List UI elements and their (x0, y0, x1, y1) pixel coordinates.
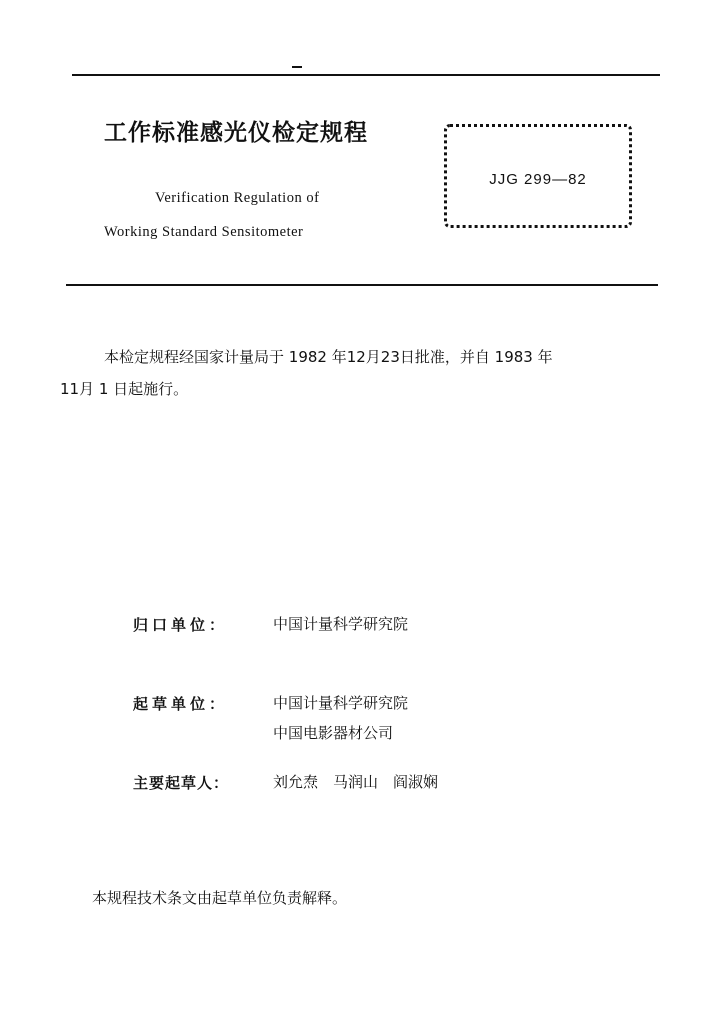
top-rule (72, 74, 660, 76)
drafting-unit-label: 起草单位： (133, 695, 229, 713)
standard-code: JJG 299—82 (489, 171, 587, 188)
responsible-unit-value: 中国计量科学研究院 (273, 615, 409, 633)
title-chinese: 工作标准感光仪检定规程 (104, 120, 368, 146)
drafting-unit-value1: 中国计量科学研究院 (273, 694, 409, 712)
approval-line1: 本检定规程经国家计量局于 1982 年12月23日批准，并自 1983 年 (104, 348, 553, 366)
drafters-label: 主要起草人： (133, 774, 230, 792)
approval-line2: 11月 1 日起施行。 (60, 380, 189, 398)
header-bottom-rule (66, 284, 658, 286)
drafters-value: 刘允焘 马润山 阎淑娴 (273, 773, 439, 791)
title-english-line1: Verification Regulation of (155, 190, 320, 206)
responsible-unit-label: 归口单位： (133, 616, 229, 634)
standard-code-box (444, 124, 632, 228)
drafting-unit-value2: 中国电影器材公司 (273, 724, 394, 742)
title-english-line2: Working Standard Sensitometer (104, 224, 304, 240)
top-rule-mark (292, 66, 302, 68)
interpretation-note: 本规程技术条文由起草单位负责解释。 (92, 889, 348, 907)
